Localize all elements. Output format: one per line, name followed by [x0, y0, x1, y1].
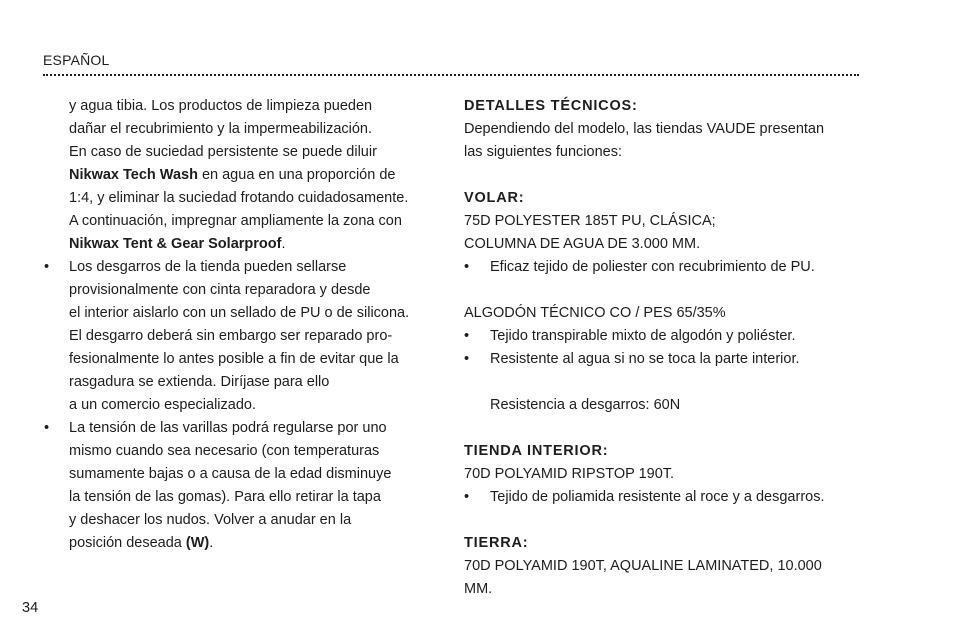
bullet-icon: •: [44, 420, 50, 436]
volar-spec-line: 75D POLYESTER 185T PU, CLÁSICA;: [464, 213, 716, 229]
list-item-text: Resistente al agua si no se toca la parte interior.: [490, 351, 800, 367]
list-item: [464, 256, 864, 279]
list-item-text-line: mismo cuando sea necesario (con temperaturas: [69, 443, 380, 459]
product-name-solarproof: Nikwax Tent & Gear Solarproof: [69, 236, 282, 252]
section-language-label: ESPAÑOL: [43, 52, 110, 68]
list-item-text-line: El desgarro deberá sin embargo ser reparado pro-: [69, 328, 393, 344]
dotted-divider: [43, 74, 859, 76]
algodon-spec-line: ALGODÓN TÉCNICO CO / PES 65/35%: [464, 305, 726, 321]
cleaning-text-line: A continuación, impregnar ampliamente la zona con: [69, 213, 402, 229]
bullet-icon: •: [464, 351, 470, 367]
bullet-icon: •: [464, 259, 470, 275]
list-item-text: Tejido transpirable mixto de algodón y poliéster.: [490, 328, 796, 344]
cleaning-text-line: 1:4, y eliminar la suciedad frotando cuidadosamente.: [69, 190, 409, 206]
list-item: [44, 256, 444, 279]
cleaning-text-fragment: .: [281, 236, 286, 252]
spacer: [464, 164, 864, 187]
list-item-text-line: y deshacer los nudos. Volver a anudar en la: [69, 512, 352, 528]
list-item-text-fragment: posición deseada: [69, 535, 186, 551]
details-text-line: Dependiendo del modelo, las tiendas VAUDE presentan: [464, 121, 825, 137]
list-item-text: Tejido de poliamida resistente al roce y a desgarros.: [490, 489, 825, 505]
list-item-text: Eficaz tejido de poliester con recubrimiento de PU.: [490, 259, 815, 275]
spacer: [464, 279, 864, 302]
list-item-text-fragment: .: [209, 535, 214, 551]
cleaning-text-line: En caso de suciedad persistente se puede diluir: [69, 144, 377, 160]
list-item-text-line: la tensión de las gomas). Para ello retirar la tapa: [69, 489, 381, 505]
list-item-text: La tensión de las varillas podrá regularse por uno: [69, 420, 387, 436]
cleaning-text-line: y agua tibia. Los productos de limpieza pueden: [69, 98, 373, 114]
figure-reference: (W): [185, 535, 210, 551]
bullet-icon: •: [464, 489, 470, 505]
cleaning-text-line: dañar el recubrimiento y la impermeabilización.: [69, 121, 373, 137]
list-item-text-line: sumamente bajas o a causa de la edad disminuye: [69, 466, 392, 482]
floor-spec-line: 70D POLYAMID 190T, AQUALINE LAMINATED, 10.000: [464, 558, 822, 574]
list-item-text-line: [69, 532, 444, 555]
volar-heading: VOLAR:: [464, 190, 525, 206]
spacer: [464, 509, 864, 532]
details-heading: DETALLES TÉCNICOS:: [464, 98, 638, 114]
bullet-icon: •: [464, 328, 470, 344]
list-item-text-line: rasgadura se extienda. Diríjase para ello: [69, 374, 330, 390]
list-item-text: Los desgarros de la tienda pueden sellarse: [69, 259, 347, 275]
list-item: [464, 348, 864, 371]
page-number: 34: [22, 600, 39, 616]
list-item: [464, 325, 864, 348]
list-item: [464, 486, 864, 509]
product-name-tech-wash: Nikwax Tech Wash: [69, 167, 198, 183]
bullet-icon: •: [44, 259, 50, 275]
list-item-text-line: provisionalmente con cinta reparadora y desde: [69, 282, 371, 298]
list-item-text-line: el interior aislarlo con un sellado de PU o de silicona.: [69, 305, 410, 321]
floor-heading: TIERRA:: [464, 535, 529, 551]
floor-spec-line: MM.: [464, 581, 493, 597]
left-column: [44, 95, 444, 555]
tear-resistance-text: Resistencia a desgarros: 60N: [490, 397, 681, 413]
cleaning-text-line: [69, 164, 444, 187]
list-item: [44, 417, 444, 440]
list-item-text-line: fesionalmente lo antes posible a fin de evitar que la: [69, 351, 399, 367]
spacer: [464, 371, 864, 394]
details-text-line: las siguientes funciones:: [464, 144, 622, 160]
cleaning-text-fragment: en agua en una proporción de: [197, 167, 396, 183]
cleaning-text-line: [69, 233, 444, 256]
list-item-text-line: a un comercio especializado.: [69, 397, 256, 413]
inner-tent-spec-line: 70D POLYAMID RIPSTOP 190T.: [464, 466, 675, 482]
spacer: [464, 417, 864, 440]
volar-spec-line: COLUMNA DE AGUA DE 3.000 MM.: [464, 236, 701, 252]
right-column: [464, 95, 864, 601]
inner-tent-heading: TIENDA INTERIOR:: [464, 443, 609, 459]
